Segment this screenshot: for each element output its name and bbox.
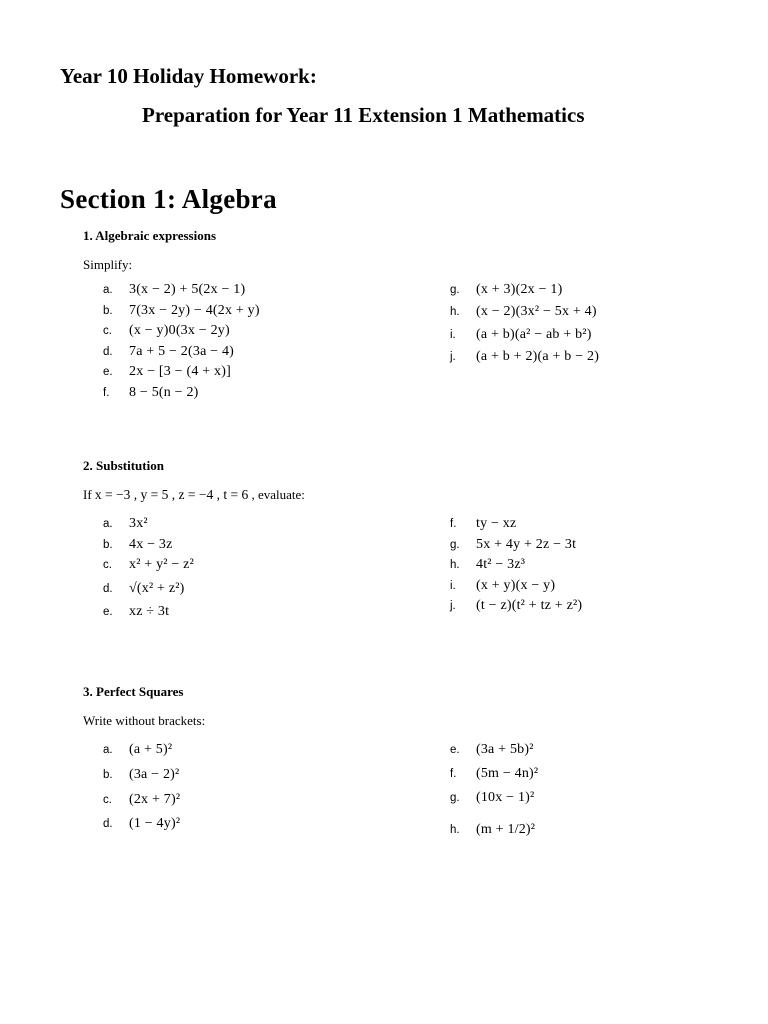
question-heading-algebraic-expressions: 1. Algebraic expressions <box>83 228 217 243</box>
item-label: d. <box>103 345 113 358</box>
math-expression: 3x² <box>129 516 148 532</box>
list-item <box>450 324 599 347</box>
item-label: i. <box>450 329 456 341</box>
item-label: j. <box>450 350 456 363</box>
item-label: h. <box>450 306 460 318</box>
list-item <box>450 514 582 535</box>
q1-left-column <box>103 280 260 403</box>
list-item <box>450 280 599 301</box>
list-item <box>450 786 538 810</box>
instruction-values: x = −3 , y = 5 , z = −4 , t = 6 <box>94 487 249 502</box>
q2-left-column <box>103 514 194 622</box>
math-expression: (10x − 1)² <box>476 790 535 805</box>
math-expression: √(x² + z²) <box>129 580 185 596</box>
instruction-suffix: , evaluate: <box>251 487 305 502</box>
list-item <box>450 347 599 368</box>
item-label: g. <box>450 284 460 297</box>
list-item <box>450 762 538 786</box>
list-item <box>450 810 538 850</box>
item-label: e. <box>450 744 460 756</box>
list-item <box>103 321 260 342</box>
item-label: b. <box>103 304 113 317</box>
item-label: a. <box>103 744 113 756</box>
math-expression: (t − z)(t² + tz + z²) <box>476 598 583 614</box>
list-item <box>103 576 194 602</box>
item-label: c. <box>103 325 112 338</box>
q1-right-column <box>450 280 599 367</box>
math-expression: 7a + 5 − 2(3a − 4) <box>129 343 235 359</box>
list-item <box>103 812 180 836</box>
list-item <box>103 514 194 535</box>
math-expression: (x + 3)(2x − 1) <box>476 282 563 298</box>
item-label: c. <box>103 794 112 806</box>
math-expression: 4x − 3z <box>129 536 173 552</box>
math-expression: 5x + 4y + 2z − 3t <box>476 536 577 552</box>
list-item <box>450 301 599 324</box>
question-instruction: Write without brackets: <box>83 713 206 728</box>
list-item <box>103 280 260 301</box>
math-expression: (1 − 4y)² <box>129 816 181 831</box>
list-item <box>103 788 180 812</box>
math-expression: (3a + 5b)² <box>476 742 534 757</box>
math-expression: xz ÷ 3t <box>129 603 170 619</box>
item-label: f. <box>450 518 457 531</box>
item-label: b. <box>103 538 113 551</box>
math-expression: (2x + 7)² <box>129 792 181 807</box>
item-label: h. <box>450 824 460 836</box>
math-expression: (a + b)(a² − ab + b²) <box>476 327 592 342</box>
list-item <box>103 362 260 383</box>
item-label: h. <box>450 559 460 572</box>
math-expression: (a + b + 2)(a + b − 2) <box>476 348 600 364</box>
math-expression: (m + 1/2)² <box>476 822 536 837</box>
math-expression: 4t² − 3z³ <box>476 557 526 573</box>
math-expression: 7(3x − 2y) − 4(2x + y) <box>129 302 260 318</box>
list-item <box>103 535 194 556</box>
item-label: a. <box>103 518 113 531</box>
list-item <box>450 738 538 762</box>
math-expression: (5m − 4n)² <box>476 766 539 781</box>
item-label: e. <box>103 605 113 618</box>
math-expression: 3(x − 2) + 5(2x − 1) <box>129 282 246 298</box>
math-expression: (3a − 2)² <box>129 767 180 782</box>
item-label: d. <box>103 818 113 830</box>
list-item <box>103 383 260 404</box>
math-expression: (x − 2)(3x² − 5x + 4) <box>476 304 597 319</box>
question-instruction: Simplify: <box>83 257 133 272</box>
item-label: e. <box>103 366 113 379</box>
item-label: a. <box>103 284 113 297</box>
q2-right-column <box>450 514 582 617</box>
item-label: b. <box>103 769 113 781</box>
section-title: Section 1: Algebra <box>60 184 277 214</box>
item-label: j. <box>450 600 456 613</box>
list-item <box>103 342 260 363</box>
q3-right-column <box>450 738 538 850</box>
math-expression: (a + 5)² <box>129 742 173 757</box>
math-expression: 8 − 5(n − 2) <box>129 384 199 400</box>
list-item <box>450 555 582 576</box>
math-expression: 2x − [3 − (4 + x)] <box>129 364 231 380</box>
item-label: d. <box>103 582 113 595</box>
list-item <box>450 576 582 597</box>
math-expression: (x − y)0(3x − 2y) <box>129 323 230 339</box>
list-item <box>103 301 260 322</box>
math-expression: ty − xz <box>476 516 517 532</box>
list-item <box>103 602 194 623</box>
question-heading-substitution: 2. Substitution <box>83 458 164 473</box>
list-item <box>103 555 194 576</box>
item-label: i. <box>450 579 456 592</box>
item-label: f. <box>450 768 457 780</box>
list-item <box>450 596 582 617</box>
math-expression: x² + y² − z² <box>129 557 194 573</box>
question-instruction <box>83 487 305 503</box>
question-heading-perfect-squares: 3. Perfect Squares <box>83 684 184 699</box>
page-subtitle: Preparation for Year 11 Extension 1 Mathematics <box>142 103 585 127</box>
list-item <box>103 738 180 762</box>
math-expression: (x + y)(x − y) <box>476 577 556 593</box>
item-label: f. <box>103 386 110 399</box>
list-item <box>103 762 180 788</box>
list-item <box>450 535 582 556</box>
page-title: Year 10 Holiday Homework: <box>60 64 317 88</box>
item-label: c. <box>103 559 112 572</box>
instruction-prefix: If <box>83 487 92 502</box>
item-label: g. <box>450 792 460 804</box>
q3-left-column <box>103 738 180 836</box>
item-label: g. <box>450 538 460 551</box>
